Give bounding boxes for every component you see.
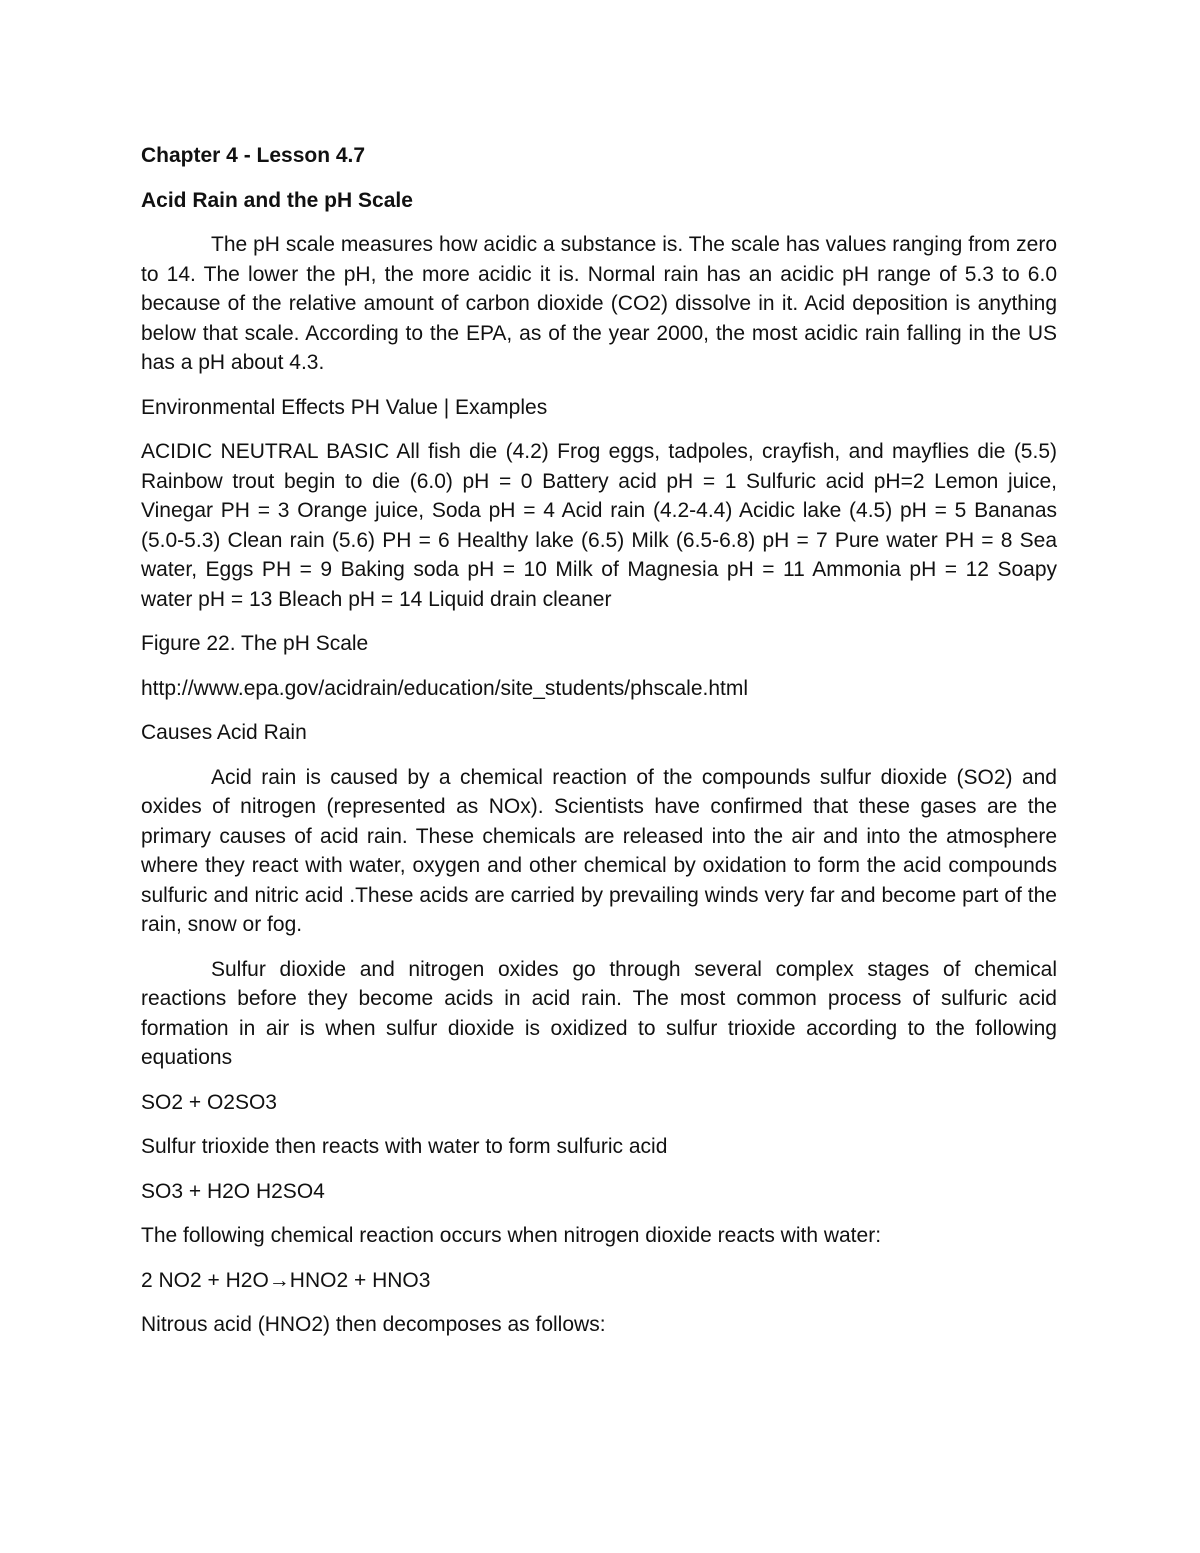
nitrous-acid-text: Nitrous acid (HNO2) then decomposes as follows: — [141, 1313, 606, 1336]
chapter-title: Chapter 4 - Lesson 4.7 — [141, 144, 366, 167]
nitrogen-reaction-text: The following chemical reaction occurs when nitrogen dioxide reacts with water: — [141, 1224, 882, 1247]
table-header-line: Environmental Effects PH Value | Examples — [141, 395, 548, 419]
intro-paragraph: The pH scale measures how acidic a substance is. The scale has values ranging from zero to 14. The lower the pH, the more acidic it is. Normal rain has an acidic pH range of 5.3 to 6.0 because of the relative amount of carbon dioxide (CO2) dissolve in it. Acid deposition is anything below that scale. According to the EPA, as of the year 2000, the most acidic rain falling in the US has a pH about 4.3. — [141, 233, 1057, 374]
equation-3: 2 NO2 + H2O→HNO2 + HNO3 — [141, 1268, 431, 1292]
causes-heading: Causes Acid Rain — [141, 721, 307, 744]
document-body — [141, 141, 1057, 1355]
section-title: Acid Rain and the pH Scale — [141, 188, 413, 212]
figure-caption: Figure 22. The pH Scale — [141, 632, 369, 655]
causes-paragraph-1: Acid rain is caused by a chemical reaction of the compounds sulfur dioxide (SO2) and oxides of nitrogen (represented as NOx). Scientists have confirmed that these gases are the primary causes of acid rain. These chemicals are released into the air and into the atmosphere where they react with water, oxygen and other chemical by oxidation to form the acid compounds sulfuric and nitric acid .These acids are carried by prevailing winds very far and become part of the rain, snow or fog. — [141, 765, 1057, 936]
source-url: http://www.epa.gov/acidrain/education/site_students/phscale.html — [141, 676, 749, 700]
causes-paragraph-2: Sulfur dioxide and nitrogen oxides go through several complex stages of chemical reactions before they become acids in acid rain. The most common process of sulfuric acid formation in air is when sulfur dioxide is oxidized to sulfur trioxide according to the following equations — [141, 957, 1057, 1069]
sulfur-trioxide-text: Sulfur trioxide then reacts with water to form sulfuric acid — [141, 1135, 668, 1158]
equation-2: SO3 + H2O H2SO4 — [141, 1179, 325, 1203]
ph-table-text: ACIDIC NEUTRAL BASIC All fish die (4.2) Frog eggs, tadpoles, crayfish, and mayflies die (5.5) Rainbow trout begin to die (6.0) pH = 0 Battery acid pH = 1 Sulfuric acid pH=2 Lemon juice, Vinegar PH = 3 Orange juice, Soda pH = 4 Acid rain (4.2-4.4) Acidic lake (4.5) pH = 5 Bananas (5.0-5.3) Clean rain (5.6) PH = 6 Healthy lake (6.5) Milk (6.5-6.8) pH = 7 Pure water PH = 8 Sea water, Eggs PH = 9 Baking soda pH = 10 Milk of Magnesia pH = 11 Ammonia pH = 12 Soapy water pH = 13 Bleach pH = 14 Liquid drain cleaner — [141, 440, 1057, 611]
equation-1: SO2 + O2SO3 — [141, 1090, 277, 1114]
